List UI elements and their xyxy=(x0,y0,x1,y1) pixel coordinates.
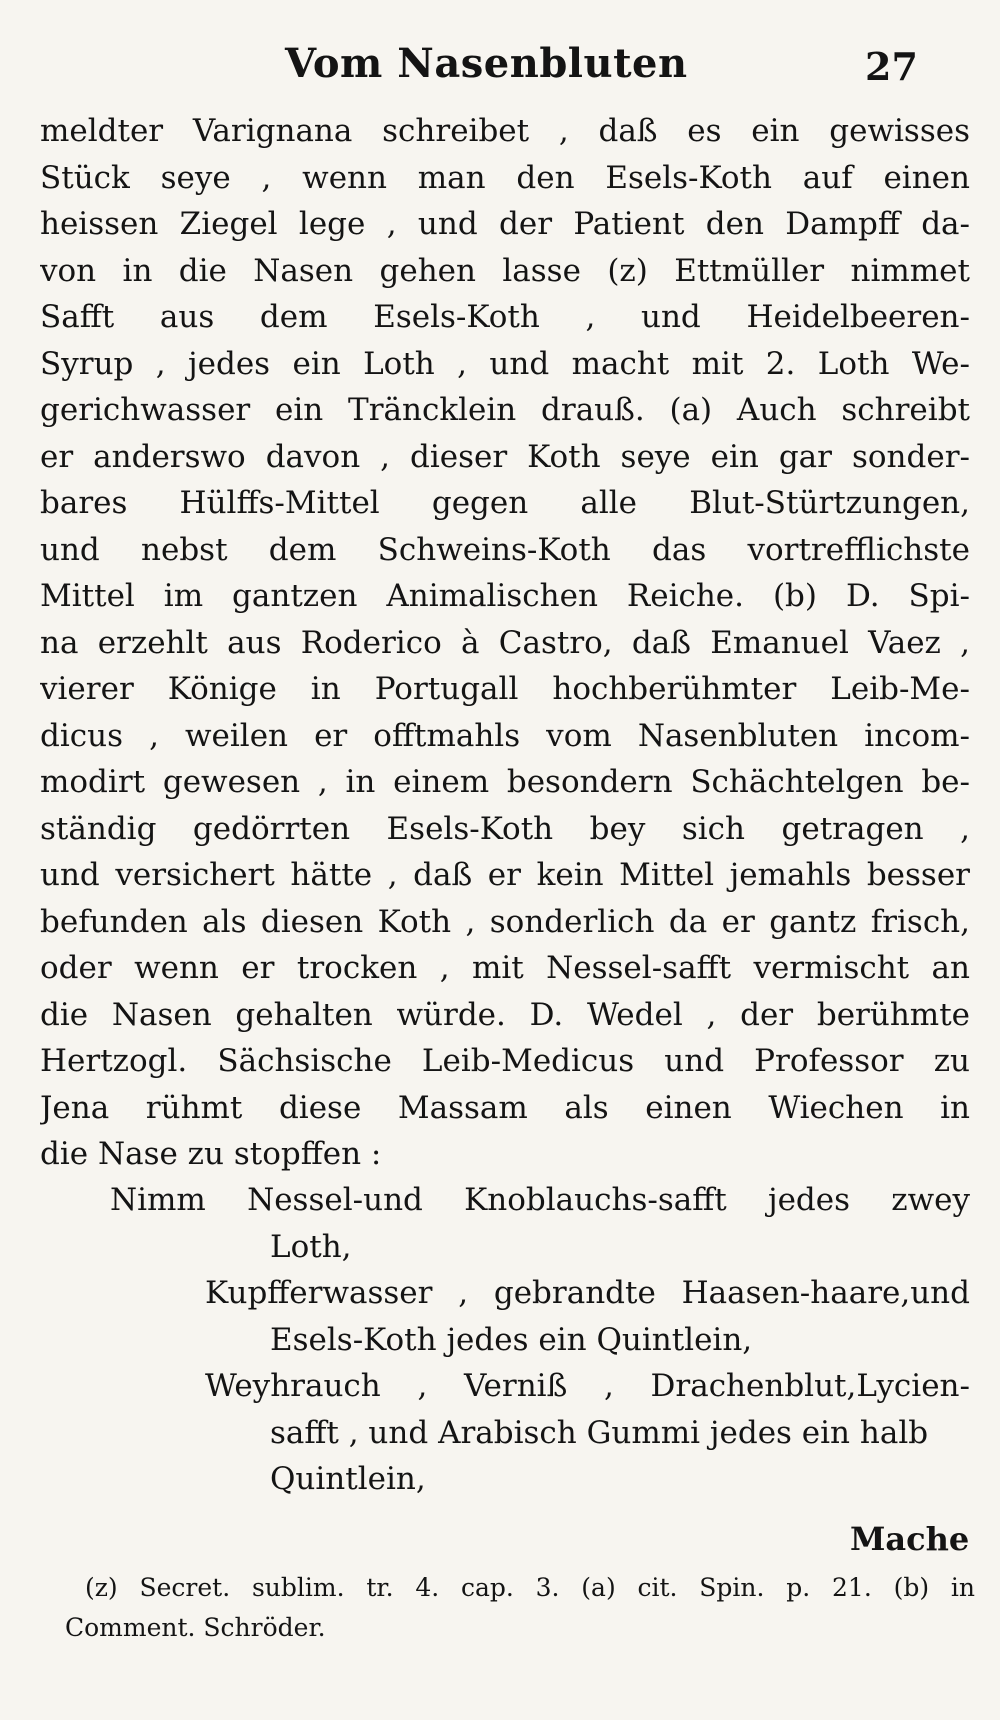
text-line: und nebst dem Schweins-Koth das vortrefflichste xyxy=(40,531,970,568)
page-header xyxy=(0,40,1000,100)
recipe-line: Weyhrauch , Verniß , Drachenblut,Lycien- xyxy=(205,1368,970,1404)
text-line: meldter Varignana schreibet , daß es ein gewisses xyxy=(40,113,970,149)
footnotes xyxy=(65,1568,975,1648)
page-number: 27 xyxy=(865,44,918,89)
recipe-line: Loth, xyxy=(270,1228,352,1265)
recipe-line: Kupfferwasser , gebrandte Haasen-haare,und xyxy=(205,1275,970,1311)
footnote-line: Comment. Schröder. xyxy=(65,1613,326,1642)
recipe-line: Esels-Koth jedes ein Quintlein, xyxy=(270,1321,753,1358)
text-line: von in die Nasen gehen lasse (z) Ettmüller nimmet xyxy=(40,252,970,289)
text-line: Mittel im gantzen Animalischen Reiche. (b) D. Spi- xyxy=(40,578,970,614)
text-line: befunden als diesen Koth , sonderlich da er gantz frisch, xyxy=(40,903,970,940)
text-line: Syrup , jedes ein Loth , und macht mit 2. Loth We- xyxy=(40,345,970,382)
text-line: ständig gedörrten Esels-Koth bey sich getragen , xyxy=(40,810,970,847)
text-line: modirt gewesen , in einem besondern Schächtelgen be- xyxy=(40,764,970,800)
main-text-block xyxy=(40,108,970,1178)
text-line: die Nase zu stopffen : xyxy=(40,1136,382,1172)
text-line: Jena rühmt diese Massam als einen Wiechen in xyxy=(40,1089,970,1126)
text-line: und versichert hätte , daß er kein Mittel jemahls besser xyxy=(40,857,970,893)
recipe-line: safft , und Arabisch Gummi jedes ein halb xyxy=(270,1414,929,1451)
text-line: Stück seye , wenn man den Esels-Koth auf einen xyxy=(40,159,970,196)
text-line: er anderswo davon , dieser Koth seye ein gar sonder- xyxy=(40,438,970,475)
recipe-line: Nimm Nessel-und Knoblauchs-safft jedes zwey xyxy=(110,1182,970,1218)
recipe-block xyxy=(40,1177,970,1503)
text-line: oder wenn er trocken , mit Nessel-safft vermischt an xyxy=(40,950,970,986)
text-line: bares Hülffs-Mittel gegen alle Blut-Stürtzungen, xyxy=(40,485,970,521)
text-line: vierer Könige in Portugall hochberühmter Leib-Me- xyxy=(40,671,970,707)
running-title: Vom Nasenbluten xyxy=(285,40,688,87)
text-line: heissen Ziegel lege , und der Patient den Dampff da- xyxy=(40,206,970,242)
text-line: na erzehlt aus Roderico à Castro, daß Emanuel Vaez , xyxy=(40,624,970,661)
text-line: dicus , weilen er offtmahls vom Nasenbluten incom- xyxy=(40,717,970,754)
text-line: gerichwasser ein Träncklein drauß. (a) Auch schreibt xyxy=(40,392,970,428)
footnote-line: (z) Secret. sublim. tr. 4. cap. 3. (a) cit. Spin. p. 21. (b) in xyxy=(85,1573,975,1602)
text-line: die Nasen gehalten würde. D. Wedel , der berühmte xyxy=(40,996,970,1033)
catchword: Mache xyxy=(850,1520,970,1558)
text-line: Hertzogl. Sächsische Leib-Medicus und Professor zu xyxy=(40,1043,970,1079)
text-line: Safft aus dem Esels-Koth , und Heidelbeeren- xyxy=(40,299,970,335)
recipe-line: Quintlein, xyxy=(270,1461,426,1497)
